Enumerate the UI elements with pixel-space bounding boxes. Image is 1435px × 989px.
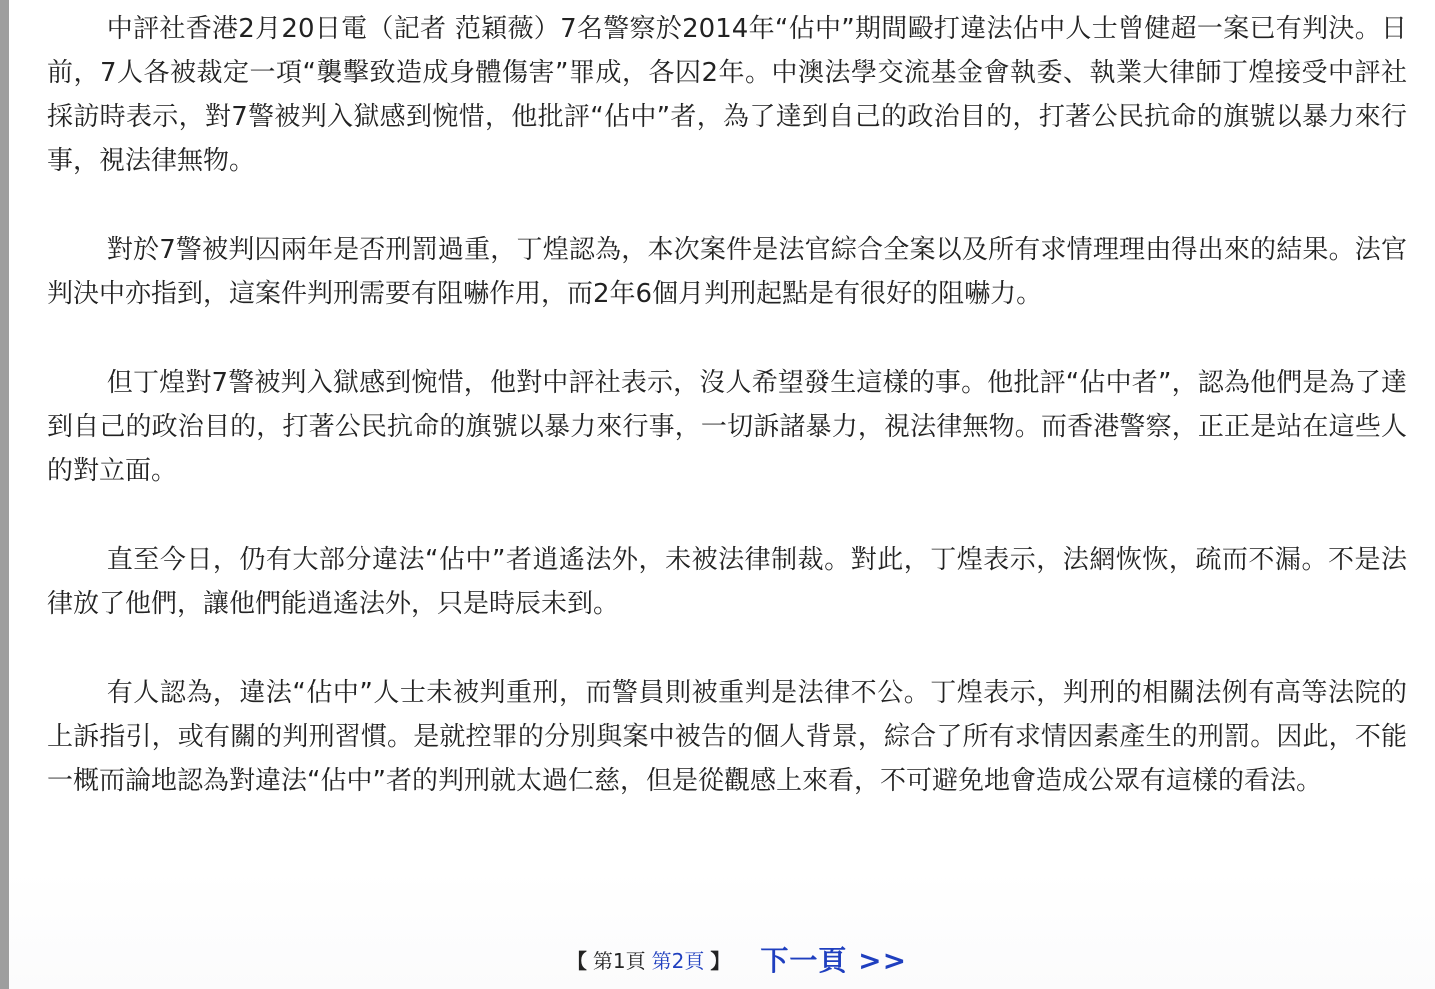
article-paragraph-5: 有人認為，違法“佔中”人士未被判重刑，而警員則被重判是法律不公。丁煌表示，判刑的相關法例有高等法院的上訴指引，或有關的判刑習慣。是就控罪的分別與案中被告的個人背景，綜合了所有求情因素產生的刑罰。因此，不能一概而論地認為對違法“佔中”者的判刑就太過仁慈，但是從觀感上來看，不可避免地會造成公眾有這樣的看法。	[47, 678, 1407, 796]
page-list	[567, 945, 730, 974]
article-paragraph-2: 對於7警被判囚兩年是否刑罰過重，丁煌認為，本次案件是法官綜合全案以及所有求情理理由得出來的結果。法官判決中亦指到，這案件判刑需要有阻嚇作用，而2年6個月判刑起點是有很好的阻嚇力。	[47, 235, 1407, 309]
pager-close-bracket: 】	[710, 948, 731, 973]
current-page-label: 第1頁	[592, 948, 646, 973]
article-body	[47, 7, 1407, 848]
article-paragraph-4: 直至今日，仍有大部分違法“佔中”者逍遙法外，未被法律制裁。對此，丁煌表示，法網恢恢，疏而不漏。不是法律放了他們，讓他們能逍遙法外，只是時辰未到。	[47, 545, 1407, 619]
article-page	[9, 0, 1435, 989]
left-edge-bar	[0, 0, 9, 989]
article-paragraph-3: 但丁煌對7警被判入獄感到惋惜，他對中評社表示，沒人希望發生這樣的事。他批評“佔中者”，認為他們是為了達到自己的政治目的，打著公民抗命的旗號以暴力來行事，一切訴諸暴力，視法律無物。而香港警察，正正是站在這些人的對立面。	[47, 368, 1407, 486]
article-paragraph-1: 中評社香港2月20日電（記者 范穎薇）7名警察於2014年“佔中”期間毆打違法佔中人士曾健超一案已有判決。日前，7人各被裁定一項“襲擊致造成身體傷害”罪成，各囚2年。中澳法學交流基金會執委、執業大律師丁煌接受中評社採訪時表示，對7警被判入獄感到惋惜，他批評“佔中”者，為了達到自己的政治目的，打著公民抗命的旗號以暴力來行事，視法律無物。	[47, 14, 1407, 176]
pagination	[9, 937, 1435, 981]
pager-open-bracket: 【	[566, 948, 587, 973]
page-2-link[interactable]: 第2頁	[651, 948, 705, 973]
next-page-link[interactable]: 下一頁 >>	[760, 944, 908, 977]
